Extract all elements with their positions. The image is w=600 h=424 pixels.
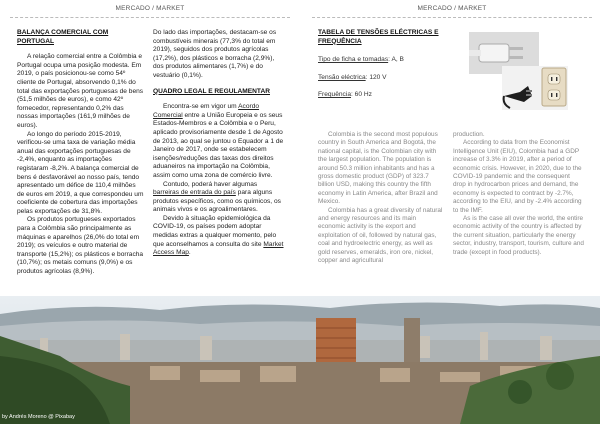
electrical-table-title: TABELA DE TENSÕES ELÉCTRICAS E FREQUÊNCIA [318,29,439,45]
text: Contudo, poderá haver algumas [163,180,258,188]
plug-type-label: Tipo de ficha e tomadas [318,56,389,64]
paragraph: According to data from the Economist Intelligence Unit (EIU), Colombia had a GDP increase of 3.3% in 2019, after a period of economic crisis. However, in 2020, due to the COVID-19 pandemic and the consequent drop in hydrocarbon prices and demand, the economy is expected to contract by -2.7%, according to the EIU, and by -2.4% according to the IMF. [453,139,582,214]
plug-type-value: : A, B [388,56,404,64]
text: Devido à situação epidemiológica da COVID-19, os países podem adoptar medidas extras a qualquer momento, pelo que aconselhamos a consulta do site [153,214,277,248]
voltage-label: Tensão eléctrica [318,73,366,81]
paragraph: Ao longo do período 2015-2019, verificou-se uma taxa de variação média anual das exportações portuguesas de -2,4%, enquanto as importações registaram -8,2%. A balança comercial de bens é desfavorável ao nosso país, tendo apresentado um défice de 110,4 milhões de euros em 2019, a que correspondeu um coeficiente de cobertura das importações pelas exportações de 31,8%. [17,130,144,215]
paragraph: Os produtos portugueses exportados para a Colômbia são principalmente as máquinas e aparelhos (26,0% do total em 2019); os veículos e outro material de transporte (15,2%); os plásticos e borracha (10,7%); os metais comuns (9,0%) e os produtos agrícolas (8,9%). [17,216,144,276]
paragraph [153,103,284,180]
market-access-map-link[interactable]: Market Access Map [153,240,284,257]
column-balanca [17,29,144,277]
paragraph: production. [453,131,485,138]
text: Encontra-se em vigor um [163,103,239,111]
paragraph: As is the case all over the world, the entire economic activity of the country is affected by the current situation, particularly the energy sector, industry, transport, tourism, culture and trade (except in food products). [453,215,584,256]
paragraph: Colombia has a great diversity of natural and energy resources and its main economic activity is the export and exploitation of oil, followed by natural gas, coal and hydroelectric energy, as well as gold reserves, emeralds, iron ore, nickel, copper and agricultural [318,206,443,265]
frequency-row [318,91,463,100]
voltage-value: : 120 V [365,73,387,81]
acordo-comercial-link[interactable]: Acordo Comercial [153,103,260,119]
paragraph: A relação comercial entre a Colômbia e Portugal ocupa uma posição modesta. Em 2019, o país posicionou-se como 54º cliente de Portugal, absorvendo 0,1% do total das exportações portuguesas de bens (51,5 milhões de euros), e como 42º fornecedor, representando 0,2% das nossas importações (161,9 milhões de euros). [17,53,144,129]
bogota-cityscape-photo [0,296,600,424]
text: entre a União Europeia e os seus Estados-Membros e a Colômbia e o Peru, aplicado provisoriamente desde 1 de Agosto de 2013, ao qual se juntou o Equador a 1 de Janeiro de 2017, onde se estabelecem isenções/reduções das taxas dos direitos aduaneiros na importação na Colômbia, assim como uma zona de comércio livre. [153,111,284,179]
barreiras-link[interactable]: barreiras de entrada do país [153,189,236,197]
socket-photo [502,66,568,110]
frequency-label: Frequência [318,91,351,99]
frequency-value: : 60 Hz [351,91,372,99]
paragraph: Do lado das importações, destacam-se os combustíveis minerais (77,3% do total em 2019), seguidos dos produtos agrícolas (17,2%), dos plásticos e borracha (2,9%), dos produtos alimentares (1,7%) e do vestuário (0,1%). [153,29,277,79]
paragraph [153,215,284,258]
voltage-row [318,74,463,83]
electrical-info [318,29,463,109]
running-header-right: MERCADO / MARKET [312,5,592,18]
column-quadro [153,29,284,258]
photo-credit: by Andrés Moreno @ Pixabay [2,414,75,420]
plug-type-row [318,56,463,65]
section-title-quadro: QUADRO LEGAL E REGULAMENTAR [153,87,270,95]
text: para alguns produtos específicos, como os químicos, os animais vivos e os agroalimentares. [153,189,281,214]
section-title-balanca: BALANÇA COMERCIAL COM PORTUGAL [17,29,109,45]
english-column-2 [453,131,584,257]
running-header-left: MERCADO / MARKET [10,5,290,18]
paragraph [153,181,284,215]
text: . [188,249,191,257]
paragraph: Colombia is the second most populous country in South America and Bogotá, the national capital, is the Colombian city with the largest population. The population is around 50.3 million inhabitants and has a gross domestic product (GDP) of 323.7 billion USD, making this country the fifth economy in Latin America, after Brazil and Mexico. [318,131,438,206]
english-column-1 [318,131,443,266]
